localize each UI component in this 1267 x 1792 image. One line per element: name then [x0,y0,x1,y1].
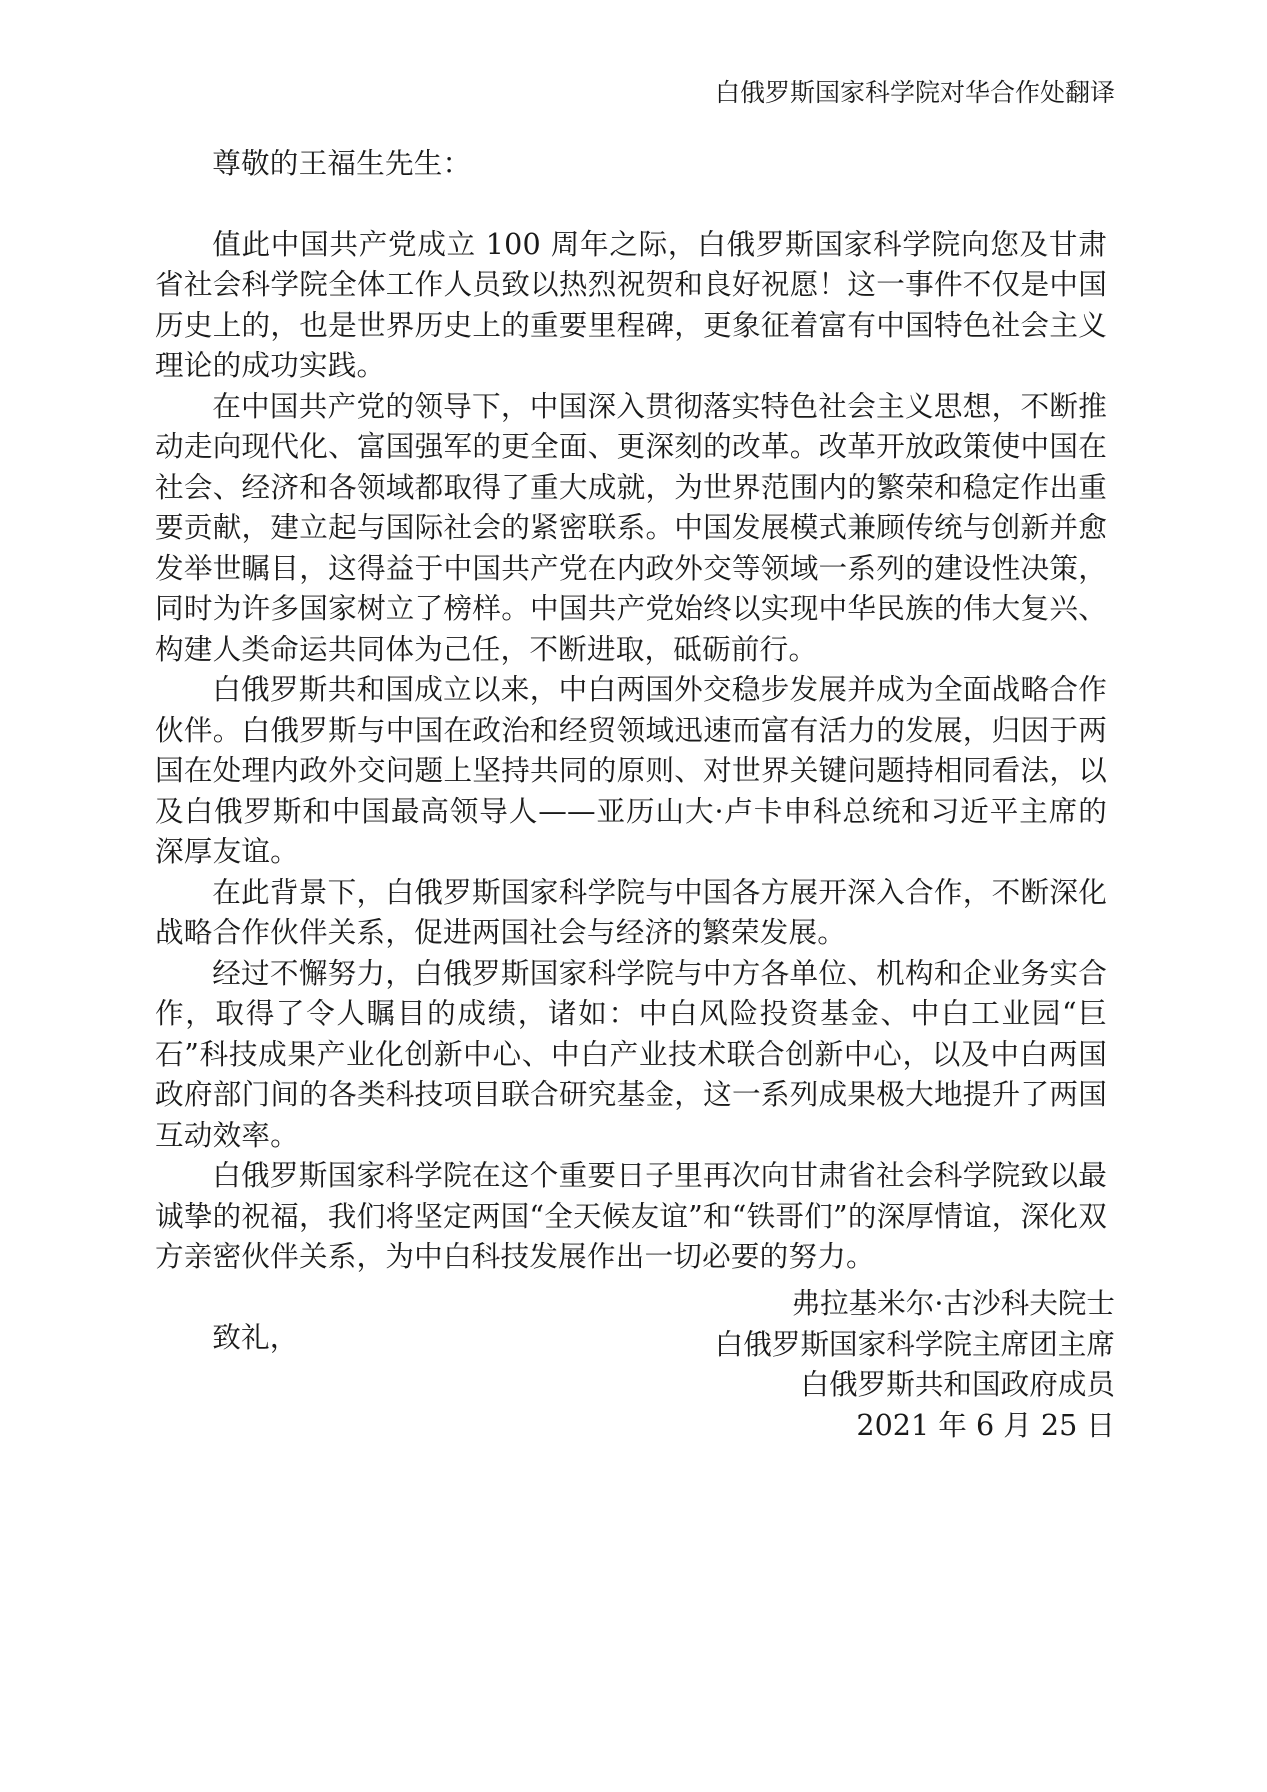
signatory-title: 白俄罗斯国家科学院主席团主席 [714,1326,1115,1361]
closing: 致礼， [212,1319,299,1354]
paragraph-2: 在中国共产党的领导下，中国深入贯彻落实特色社会主义思想，不断推动走向现代化、富国强军的更全面、更深刻的改革。改革开放政策使中国在社会、经济和各领域都取得了重大成就，为世界范围内的繁荣和稳定作出重要贡献，建立起与国际社会的紧密联系。中国发展模式兼顾传统与创新并愈发举世瞩目，这得益于中国共产党在内政外交等领域一系列的建设性决策，同时为许多国家树立了榜样。中国共产党始终以实现中华民族的伟大复兴、构建人类命运共同体为己任，不断进取，砥砺前行。 [155,388,1107,666]
letter-date: 2021 年 6 月 25 日 [856,1407,1115,1442]
signature-block [715,1283,1115,1445]
paragraph-1: 值此中国共产党成立 100 周年之际，白俄罗斯国家科学院向您及甘肃省社会科学院全体工作人员致以热烈祝贺和良好祝愿！这一事件不仅是中国历史上的，也是世界历史上的重要里程碑，更象征着富有中国特色社会主义理论的成功实践。 [155,226,1107,382]
paragraph-6: 白俄罗斯国家科学院在这个重要日子里再次向甘肃省社会科学院致以最诚挚的祝福，我们将坚定两国“全天候友谊”和“铁哥们”的深厚情谊，深化双方亲密伙伴关系，为中白科技发展作出一切必要的努力。 [155,1158,1107,1273]
signatory-position: 白俄罗斯共和国政府成员 [800,1367,1115,1401]
translator-note: 白俄罗斯国家科学院对华合作处翻译 [714,78,1115,107]
paragraph-4: 在此背景下，白俄罗斯国家科学院与中国各方展开深入合作，不断深化战略合作伙伴关系，促进两国社会与经济的繁荣发展。 [155,874,1107,949]
paragraph-3: 白俄罗斯共和国成立以来，中白两国外交稳步发展并成为全面战略合作伙伴。白俄罗斯与中国在政治和经贸领域迅速而富有活力的发展，归因于两国在处理内政外交问题上坚持共同的原则、对世界关键问题持相同看法，以及白俄罗斯和中国最高领导人——亚历山大·卢卡申科总统和习近平主席的深厚友谊。 [155,672,1107,868]
signatory-name: 弗拉基米尔·古沙科夫院士 [791,1286,1115,1320]
paragraph-5: 经过不懈努力，白俄罗斯国家科学院与中方各单位、机构和企业务实合作，取得了令人瞩目的成绩，诸如：中白风险投资基金、中白工业园“巨石”科技成果产业化创新中心、中白产业技术联合创新中心，以及中白两国政府部门间的各类科技项目联合研究基金，这一系列成果极大地提升了两国互动效率。 [155,955,1107,1152]
letter-body [155,143,1107,1357]
salutation: 尊敬的王福生先生： [212,146,472,180]
